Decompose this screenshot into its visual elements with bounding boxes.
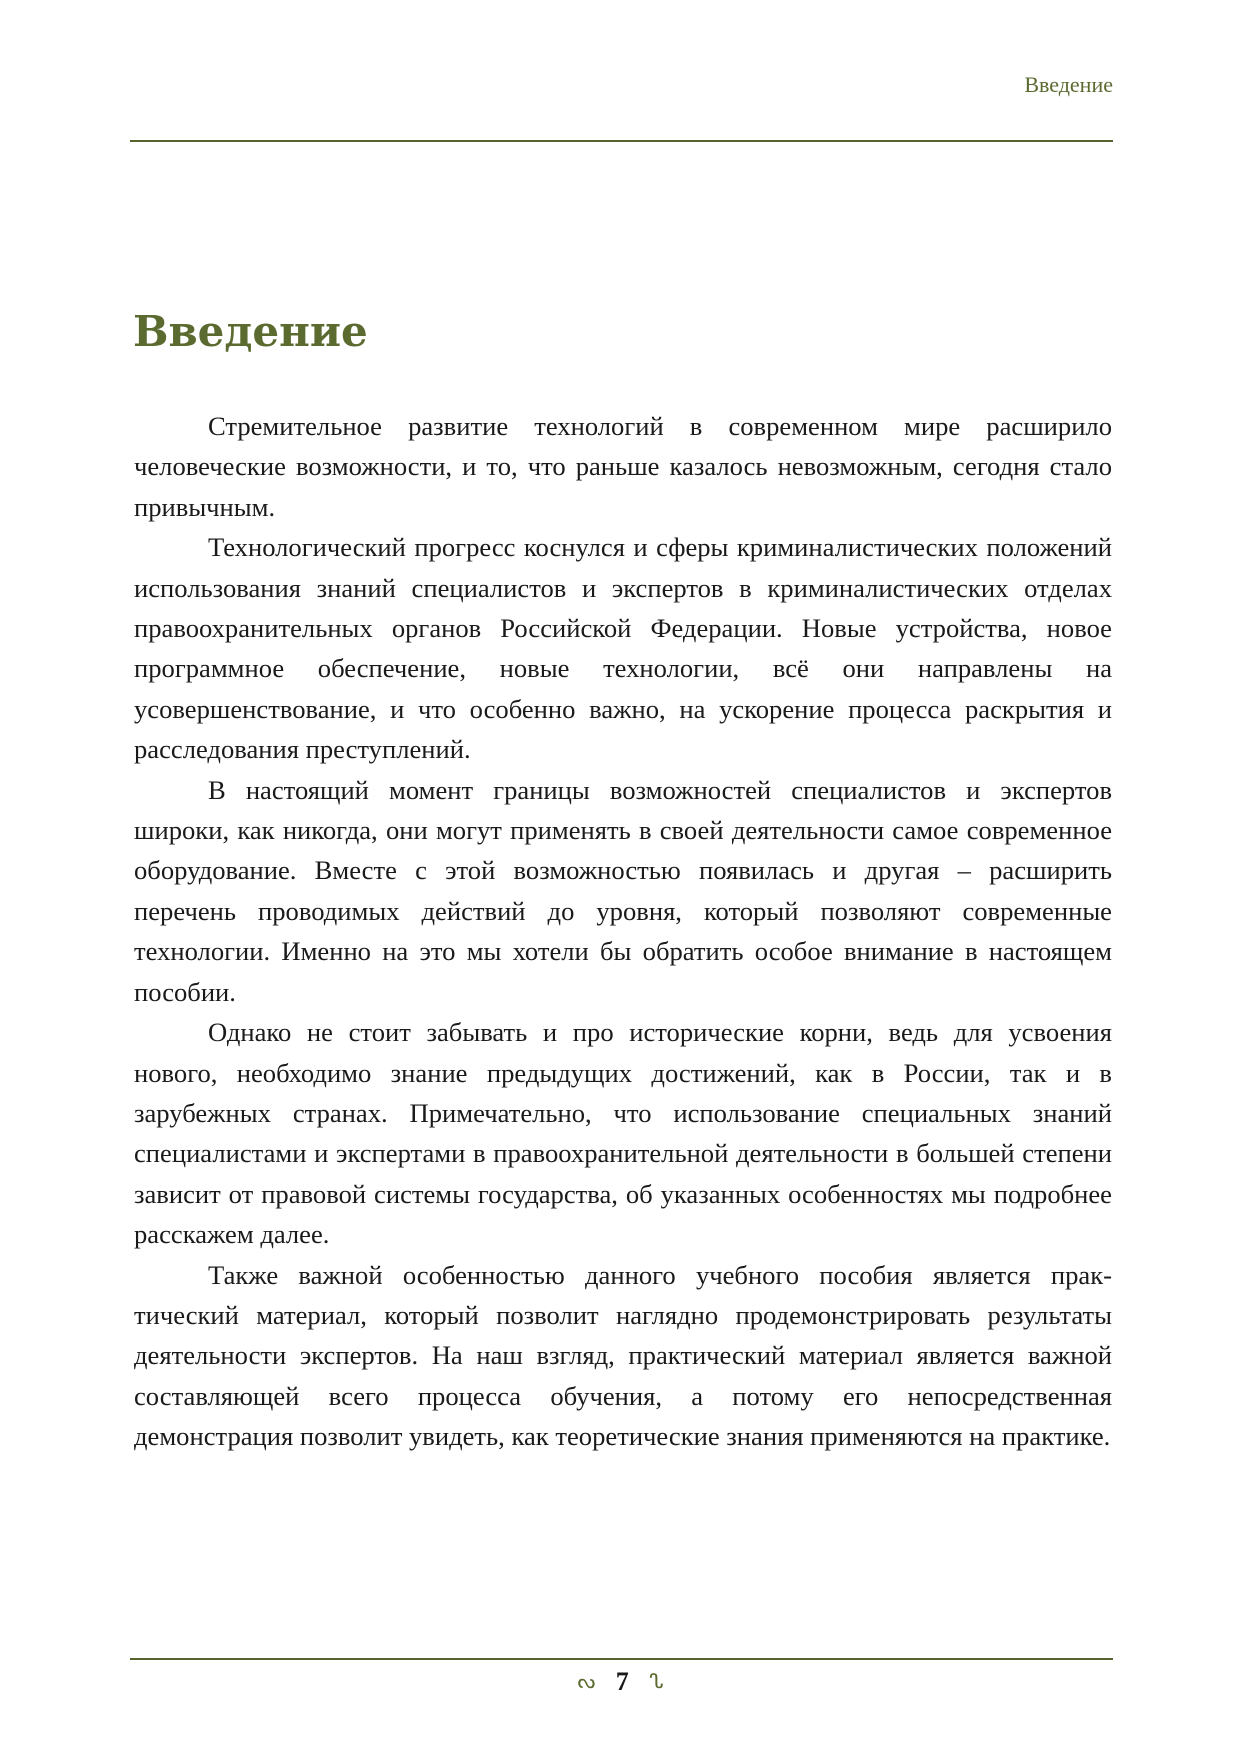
header-rule — [130, 140, 1113, 142]
footer-rule — [130, 1658, 1113, 1660]
chapter-title: Введение — [133, 307, 368, 356]
ornament-right-icon: ᔐ — [649, 1671, 664, 1694]
paragraph: Стремительное развитие технологий в современном мире расширило человеческие возможности, и то, что раньше казалось невозможным, сегодня стало привычным. — [134, 411, 1112, 522]
running-header: Введение — [1024, 72, 1113, 97]
page-footer — [0, 1666, 1241, 1700]
paragraph: В настоящий момент границы возможностей специалистов и экспертов широки, как никогда, они могут применять в своей деятельности самое современное оборудование. Вместе с этой возможностью появилась и другая – расширить перечень проводимых действий до уровня, который позволяют современные технологии. Именно на это мы хотели бы обратить особое внимание в настоящем пособии. — [134, 774, 1112, 1007]
paragraph: Технологический прогресс коснулся и сферы криминалистических положений использования знаний специалистов и экспертов в криминалистических отделах правоохранительных органов Российской Федерации. Новые устройства, новое программное обеспечение, новые технологии, всё они направлены на усовершенствование, и что особенно важно, на ускорение процесса раскрытия и расследования преступлений. — [134, 532, 1112, 765]
ornament-left-icon: ᔓ — [577, 1671, 596, 1694]
paragraph: Также важной особенностью данного учебного пособия является практический материал, который позволит наглядно продемонстрировать результаты деятельности экспертов. На наш взгляд, практический материал является важной составляющей всего процесса обучения, а потому его непосредственная демонстрация позволит увидеть, как теоретические знания применяются на практике. — [134, 1259, 1112, 1452]
paragraph: Однако не стоит забывать и про исторические корни, ведь для усвоения нового, необходимо знание предыдущих достижений, как в России, так и в зарубежных странах. Примечательно, что использование специальных знаний специалистами и экспертами в правоохранительной деятельности в большей степени зависит от правовой системы государства, об указанных особенностях мы подробнее расскажем далее. — [134, 1017, 1112, 1250]
page-number: 7 — [615, 1667, 629, 1696]
body-text — [134, 406, 1112, 1457]
